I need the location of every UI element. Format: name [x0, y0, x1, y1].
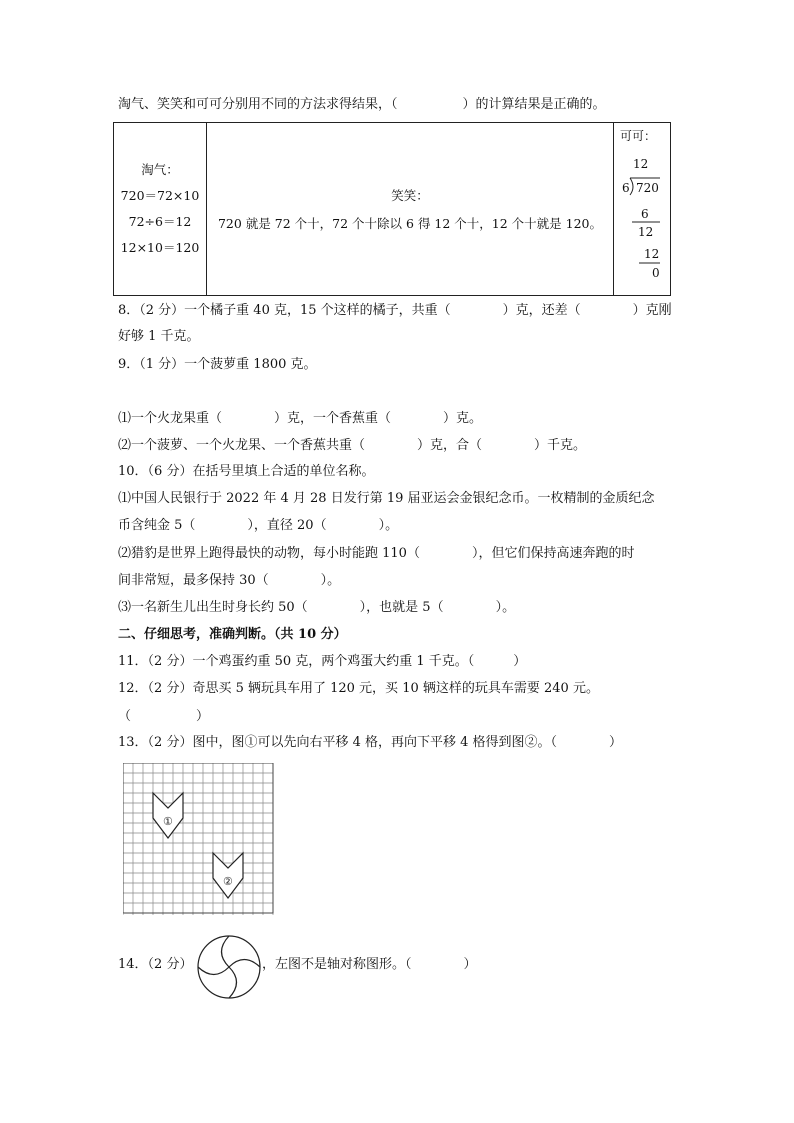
q10-b2: 间非常短，最多保持 30（ ）。 [118, 573, 341, 588]
q9-sub1: ⑴一个火龙果重（ ）克，一个香蕉重（ ）克。 [118, 411, 483, 426]
xiaoxiao-text: 720 就是 72 个十，72 个十除以 6 得 12 个十，12 个十就是 120。 [217, 216, 603, 231]
yin-yang-figure [196, 934, 262, 1000]
translation-grid [123, 763, 275, 915]
q10-b1: ⑵猎豹是世界上跑得最快的动物，每小时能跑 110（ ），但它们保持高速奔跑的时 [118, 546, 635, 561]
keke-remainder: 0 [652, 266, 660, 280]
q10-c1: ⑶一名新生儿出生时身长约 50（ ），也就是 5（ ）。 [118, 600, 516, 615]
xiaoxiao-name: 笑笑： [391, 188, 429, 203]
section-2-heading: 二、仔细思考，准确判断。（共 10 分） [118, 627, 347, 642]
q12-line2: （ ） [118, 709, 210, 724]
keke-quotient: 12 [633, 157, 649, 171]
q10-title: 10．（6 分）在括号里填上合适的单位名称。 [118, 464, 375, 479]
taoqi-line-2: 72÷6＝12 [128, 214, 192, 229]
q14-prefix: 14．（2 分） [118, 957, 193, 972]
q7-table [113, 122, 671, 296]
keke-step1: 6 [641, 207, 649, 221]
q9-sub2: ⑵一个菠萝、一个火龙果、一个香蕉共重（ ）克，合（ ）千克。 [118, 438, 587, 453]
keke-dividend: 720 [636, 181, 659, 195]
q10-a2: 币含纯金 5（ ），直径 20（ ）。 [118, 518, 399, 533]
keke-divisor: 6 [622, 181, 630, 195]
keke-cell [614, 123, 671, 296]
shape-2-label: ② [223, 875, 233, 888]
taoqi-line-1: 720＝72×10 [120, 188, 200, 203]
q8-line2: 好够 1 千克。 [118, 329, 200, 344]
taoqi-name: 淘气： [141, 162, 179, 177]
q14-suffix: ，左图不是轴对称图形。（ ） [262, 957, 477, 972]
q12-line1: 12．（2 分）奇思买 5 辆玩具车用了 120 元，买 10 辆这样的玩具车需要 240 元。 [118, 681, 599, 696]
q11: 11．（2 分）一个鸡蛋约重 50 克，两个鸡蛋大约重 1 千克。（ ） [118, 654, 527, 669]
taoqi-cell [114, 123, 207, 296]
q8-line1: 8．（2 分）一个橘子重 40 克，15 个这样的橘子，共重（ ）克，还差（ ）克刚 [118, 303, 672, 318]
keke-name: 可可： [620, 129, 657, 143]
taoqi-line-3: 12×10＝120 [120, 240, 200, 255]
shape-1-label: ① [163, 815, 173, 828]
keke-step2: 12 [638, 225, 654, 239]
q7-intro: 淘气、笑笑和可可分别用不同的方法求得结果，（ ）的计算结果是正确的。 [118, 97, 606, 112]
q10-a1: ⑴中国人民银行于 2022 年 4 月 28 日发行第 19 届亚运会金银纪念币。一枚精制的金质纪念 [118, 491, 655, 506]
q13-text: 13．（2 分）图中，图①可以先向右平移 4 格，再向下平移 4 格得到图②。（ ） [118, 735, 623, 750]
keke-step3: 12 [644, 247, 660, 261]
xiaoxiao-cell [207, 123, 614, 296]
q9-title: 9．（1 分）一个菠萝重 1800 克。 [118, 357, 317, 372]
